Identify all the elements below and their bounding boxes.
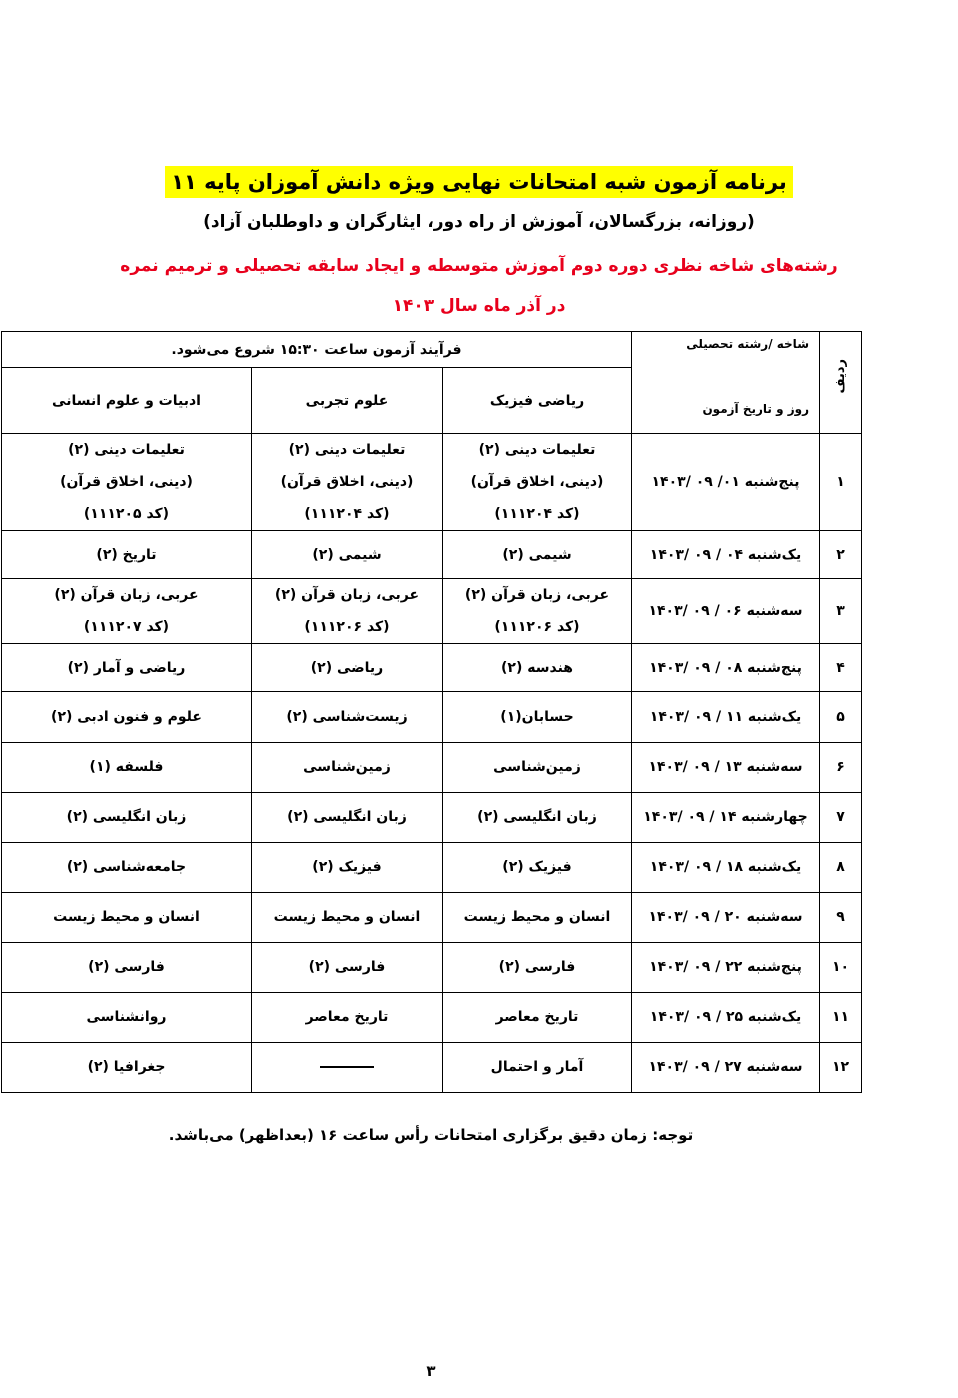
subject-line: (دینی، اخلاق قرآن) (280, 474, 414, 491)
subject-cell-phys (443, 1042, 632, 1092)
subject-cell-bio (252, 692, 443, 742)
subject-line: عربی، زبان قرآن (۲) (464, 587, 610, 604)
subject-cell-bio (252, 742, 443, 792)
subject-cell-phys (443, 892, 632, 942)
red-heading-2: در آذر ماه سال ۱۴۰۳ (392, 296, 566, 316)
row-number: ۴ (820, 644, 862, 692)
empty-dash (320, 1066, 374, 1068)
exam-date: یک‌شنبه ۱۱ / ۰۹ /۱۴۰۳ (632, 692, 820, 742)
subject-cell-lit (2, 792, 252, 842)
subject-line: ریاضی (۲) (310, 659, 384, 676)
subject-cell-lit (2, 742, 252, 792)
subject-cell-bio (252, 892, 443, 942)
table-row (2, 942, 862, 992)
subject-line: زیست‌شناسی (۲) (286, 708, 408, 725)
subject-line: (کد ۱۱۱۲۰۴) (304, 506, 390, 523)
row-number: ۳ (820, 579, 862, 644)
exam-date: یک‌شنبه ۰۴ / ۰۹ /۱۴۰۳ (632, 531, 820, 579)
subject-line: جغرافیا (۲) (87, 1059, 166, 1076)
subject-cell-lit (2, 434, 252, 531)
subject-line: زمین‌شناسی (303, 759, 391, 776)
date-header: روز و تاریخ آزمون (702, 402, 809, 417)
exam-date: پنج‌شنبه ۰۱/ ۰۹ /۱۴۰۳ (632, 434, 820, 531)
subject-cell-phys (443, 434, 632, 531)
subject-line: زبان انگلیسی (۲) (477, 809, 597, 826)
subject-line: (دینی، اخلاق قرآن) (470, 474, 604, 491)
subject-cell-bio (252, 579, 443, 644)
table-row (2, 742, 862, 792)
subject-cell-lit (2, 644, 252, 692)
subject-cell-phys (443, 742, 632, 792)
table-row (2, 692, 862, 742)
subject-cell-lit (2, 892, 252, 942)
subject-cell-lit (2, 692, 252, 742)
subject-line: (کد ۱۱۱۲۰۶) (304, 619, 390, 636)
subject-line: (کد ۱۱۱۲۰۷) (83, 619, 170, 636)
row-number: ۸ (820, 842, 862, 892)
row-number: ۵ (820, 692, 862, 742)
table-row (2, 434, 862, 531)
exam-date: چهارشنبه ۱۴ / ۰۹ /۱۴۰۳ (632, 792, 820, 842)
row-number: ۱۱ (820, 992, 862, 1042)
subject-cell-phys (443, 792, 632, 842)
row-number: ۱۰ (820, 942, 862, 992)
subject-cell-phys (443, 531, 632, 579)
subject-cell-phys (443, 842, 632, 892)
table-row (2, 531, 862, 579)
subject-line: (کد ۱۱۱۲۰۴) (494, 506, 580, 523)
subject-cell-lit (2, 1042, 252, 1092)
subject-line: زبان انگلیسی (۲) (287, 809, 407, 826)
subject-cell-phys (443, 644, 632, 692)
subject-line: شیمی (۲) (502, 546, 572, 563)
row-number: ۱ (820, 434, 862, 531)
subject-line: آمار و احتمال (490, 1059, 584, 1076)
row-number: ۹ (820, 892, 862, 942)
subject-line: فارسی (۲) (88, 959, 165, 976)
table-row (2, 579, 862, 644)
subject-line: جامعه‌شناسی (۲) (66, 859, 187, 876)
exam-date: سه‌شنبه ۰۶ / ۰۹ /۱۴۰۳ (632, 579, 820, 644)
footer-note: توجه: زمان دقیق برگزاری امتحانات رأس ساعت ۱۶ (بعداظهر) می‌باشد. (168, 1126, 694, 1144)
table-row (2, 992, 862, 1042)
subject-line: انسان و محیط زیست (273, 909, 421, 926)
subject-cell-phys (443, 942, 632, 992)
field-header-math-physics: ریاضی فیزیک (443, 368, 632, 434)
subject-line: فارسی (۲) (498, 959, 576, 976)
row-number-header: ردیف (820, 332, 862, 434)
subject-cell-phys (443, 992, 632, 1042)
exam-date: یک‌شنبه ۲۵ / ۰۹ /۱۴۰۳ (632, 992, 820, 1042)
table-row (2, 792, 862, 842)
subject-line: انسان و محیط زیست (463, 909, 611, 926)
subject-line: تعلیمات دینی (۲) (478, 442, 596, 459)
field-header-experimental-sciences: علوم تجربی (252, 368, 443, 434)
subject-line: زبان انگلیسی (۲) (66, 809, 187, 826)
exam-schedule-table (1, 331, 862, 1093)
subject-line: (کد ۱۱۱۲۰۵) (83, 506, 170, 523)
subject-line: هندسه (۲) (501, 659, 573, 676)
subject-cell-phys (443, 692, 632, 742)
subject-cell-lit (2, 942, 252, 992)
row-number: ۶ (820, 742, 862, 792)
subject-cell-phys (443, 579, 632, 644)
subject-line: تاریخ (۲) (96, 546, 157, 563)
subject-line: (کد ۱۱۱۲۰۶) (494, 619, 580, 636)
subject-line: تاریخ معاصر (305, 1009, 389, 1026)
subject-line: عربی، زبان قرآن (۲) (274, 587, 420, 604)
row-number: ۲ (820, 531, 862, 579)
page-subtitle: (روزانه، بزرگسالان، آموزش از راه دور، ایثارگران و داوطلبان آزاد) (203, 212, 755, 232)
subject-line: حسابان(۱) (500, 708, 574, 725)
red-heading-1: رشته‌های شاخه نظری دوره دوم آموزش متوسطه و ایجاد سابقه تحصیلی و ترمیم نمره (120, 256, 838, 276)
title-wrapper (0, 166, 958, 198)
subject-cell-bio (252, 434, 443, 531)
branch-header: شاخه /رشته تحصیلی (686, 337, 809, 351)
exam-date: یک‌شنبه ۱۸ / ۰۹ /۱۴۰۳ (632, 842, 820, 892)
subject-line: روانشناسی (86, 1009, 167, 1026)
subject-line: تعلیمات دینی (۲) (288, 442, 406, 459)
table-row (2, 644, 862, 692)
subject-cell-bio (252, 1042, 443, 1092)
subject-line: (دینی، اخلاق قرآن) (60, 474, 193, 491)
exam-date: پنج‌شنبه ۰۸ / ۰۹ /۱۴۰۳ (632, 644, 820, 692)
subject-line: شیمی (۲) (312, 546, 382, 563)
subject-cell-lit (2, 842, 252, 892)
table-row (2, 892, 862, 942)
exam-date: سه‌شنبه ۲۷ / ۰۹ /۱۴۰۳ (632, 1042, 820, 1092)
exam-date: سه‌شنبه ۲۰ / ۰۹ /۱۴۰۳ (632, 892, 820, 942)
branch-date-header (632, 332, 820, 434)
row-number: ۱۲ (820, 1042, 862, 1092)
field-header-humanities: ادبیات و علوم انسانی (2, 368, 252, 434)
subject-line: تاریخ معاصر (495, 1009, 579, 1026)
row-number: ۷ (820, 792, 862, 842)
subject-cell-lit (2, 579, 252, 644)
process-time-header: فرآیند آزمون ساعت ۱۵:۳۰ شروع می‌شود. (2, 332, 632, 368)
subject-cell-lit (2, 531, 252, 579)
subject-cell-bio (252, 792, 443, 842)
table-row (2, 842, 862, 892)
subject-line: عربی، زبان قرآن (۲) (54, 587, 199, 604)
subject-cell-bio (252, 531, 443, 579)
subject-cell-bio (252, 942, 443, 992)
exam-date: سه‌شنبه ۱۳ / ۰۹ /۱۴۰۳ (632, 742, 820, 792)
subject-cell-lit (2, 992, 252, 1042)
subject-line: ریاضی و آمار (۲) (67, 659, 186, 676)
page-number: ۳ (426, 1362, 436, 1380)
exam-date: پنج‌شنبه ۲۲ / ۰۹ /۱۴۰۳ (632, 942, 820, 992)
page-title: برنامه آزمون شبه امتحانات نهایی ویژه دانش آموزان پایه ۱۱ (165, 166, 793, 198)
subject-line: تعلیمات دینی (۲) (68, 442, 185, 459)
subject-line: انسان و محیط زیست (53, 909, 200, 926)
subject-line: فیزیک (۲) (312, 859, 382, 876)
subject-cell-bio (252, 644, 443, 692)
subject-line: علوم و فنون ادبی (۲) (51, 708, 202, 725)
table-row (2, 1042, 862, 1092)
subject-line: فارسی (۲) (308, 959, 386, 976)
subject-cell-bio (252, 842, 443, 892)
subject-cell-bio (252, 992, 443, 1042)
subject-line: فلسفه (۱) (89, 759, 164, 776)
subject-line: فیزیک (۲) (502, 859, 572, 876)
subject-line: زمین‌شناسی (493, 759, 581, 776)
